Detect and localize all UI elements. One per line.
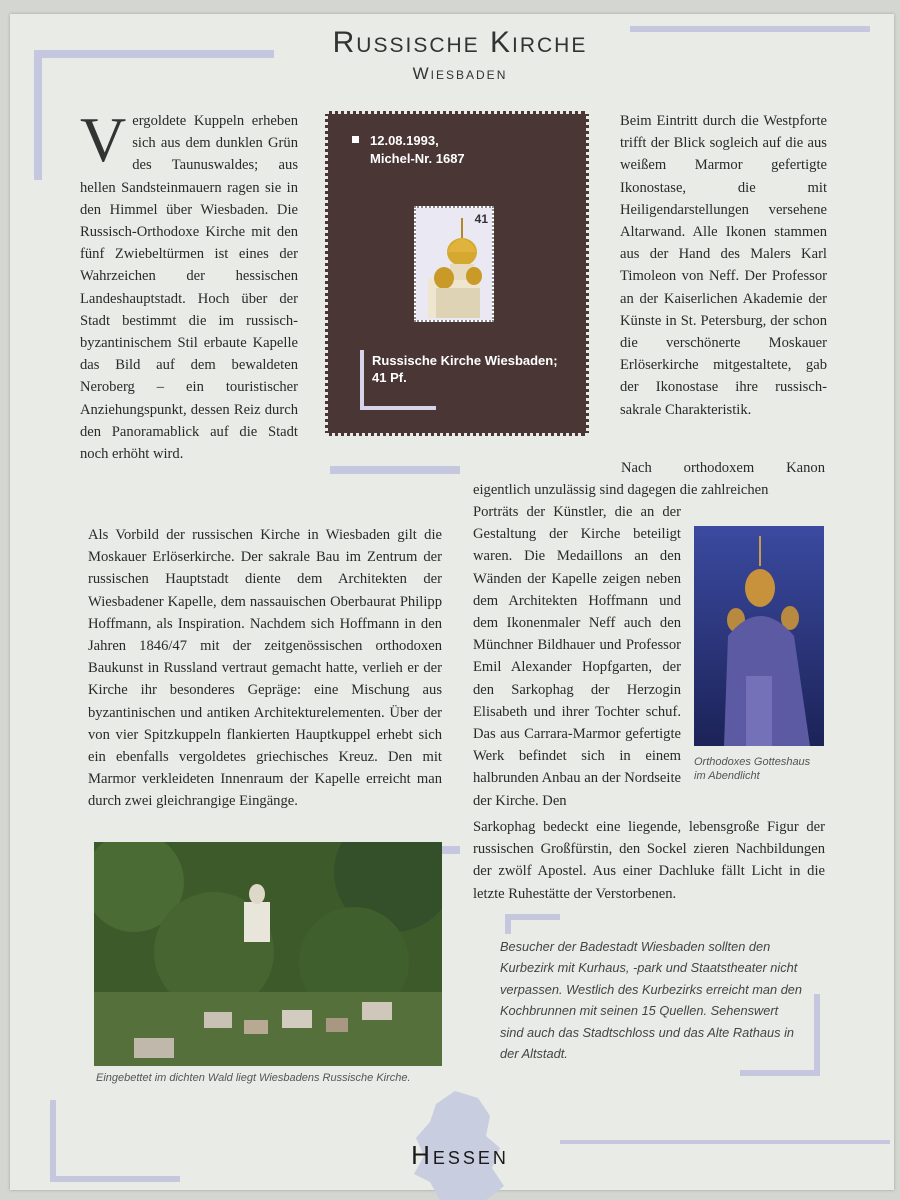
aerial-church-image bbox=[94, 842, 442, 1066]
decor-bar-box-bottom bbox=[740, 1070, 820, 1076]
page-subtitle: Wiesbaden bbox=[412, 64, 508, 83]
stamp-date: 12.08.1993, bbox=[370, 133, 439, 148]
bullet-square bbox=[352, 136, 359, 143]
decor-bar-bottom-left bbox=[50, 1100, 56, 1180]
page-title: Russische Kirche bbox=[332, 26, 588, 59]
decor-bar-box-top bbox=[505, 914, 560, 920]
aerial-forest-photo bbox=[94, 842, 442, 1066]
night-church-image bbox=[694, 526, 824, 746]
decor-bar-footer bbox=[560, 1140, 890, 1144]
decor-bar-bottom bbox=[50, 1176, 180, 1182]
night-photo-caption-line1: Orthodoxes Gotteshaus bbox=[694, 756, 811, 768]
intro-column bbox=[80, 104, 298, 465]
stamp-corner-bracket-h bbox=[360, 406, 436, 410]
stamp-caption-title: Russische Kirche Wiesbaden; bbox=[372, 353, 558, 368]
sarkophag-paragraph: Sarkophag bedeckt eine liegende, lebensgroße Figur der russischen Großfürstin, den Sockel zieren Nachbildungen der zwölf Apostel. Aus einer Dachluke fällt Licht in die letzte Ruhestätte der Verstorbenen. bbox=[473, 819, 825, 902]
stamp-michel-number: Michel-Nr. 1687 bbox=[370, 151, 465, 166]
ikonostase-paragraph: Beim Eintritt durch die Westpforte trifft der Blick sogleich auf die aus weißem Marmor gefertigte Ikonostase, die mit Heiligendarstellungen versehene Altarwand. Alle Ikonen stammen aus der Hand des Malers Karl Timoleon von Neff. Der Professor an der Kaiserlichen Akademie der Künste in St. Petersburg, der schon die verschönerte Moskauer Erlöserkirche mitgestaltete, gab der Ikonostase ihre russisch-sakrale Charakteristik. bbox=[620, 113, 827, 418]
decor-bar-left bbox=[34, 50, 42, 180]
portraits-paragraph: Porträts der Künstler, die an der Gestaltung der Kirche beteiligt waren. Die Medaillons an den Wänden der Kapelle zeigen neben dem Architekten Hoffmann und dem Ikonenmaler Neff auch den Münchner Bildhauer und Professor Emil Alexander Hopfgarten, der den Sarkophag der Herzogin Elisabeth und ihrer Tochter schuf. Das aus Carrara-Marmor gefertigte Werk befindet sich in einem halbrunden Anbau an der Nordseite der Kirche. Den bbox=[473, 504, 681, 809]
night-church-photo bbox=[694, 526, 824, 746]
footer-state-label: Hessen bbox=[411, 1140, 509, 1170]
stamp-caption-value: 41 Pf. bbox=[372, 370, 407, 385]
mini-stamp-value: 41 bbox=[474, 212, 488, 226]
drop-cap: V bbox=[80, 104, 127, 175]
stamp-corner-bracket-v bbox=[360, 350, 364, 410]
history-paragraph: Als Vorbild der russischen Kirche in Wiesbaden gilt die Moskauer Erlöserkirche. Der sakrale Bau im Zentrum der russischen Hauptstadt diente dem Architekten der Wiesbadener Kapelle, dem nassauischen Oberbaurat Philipp Hoffmann, als Inspiration. Nachdem sich Hoffmann in den Jahren 1846/47 mit der zeitgenössischen orthodoxen Baukunst in Russland vertraut gemacht hatte, verlieh er der Kirche ihr besonderes Gepräge: eine Mischung aus byzantinischen und antiken Architekturelementen. Über der von vier Spitzkuppeln flankierten Hauptkuppel erhebt sich ein ebenfalls vergoldetes griechisches Kreuz. Den mit Marmor verkleideten Innenraum der Kapelle erreicht man durch zwei gleichrangige Eingänge. bbox=[88, 527, 442, 810]
aerial-photo-caption: Eingebettet im dichten Wald liegt Wiesbadens Russische Kirche. bbox=[96, 1072, 411, 1084]
intro-paragraph: ergoldete Kuppeln erheben sich aus dem dunklen Grün des Taunuswaldes; aus hellen Sandsteinmauern ragen sie in den Himmel über Wiesbaden. Die Russisch-Orthodoxe Kirche mit den fünf Zwiebeltürmen ist eines der Wahrzeichen der hessischen Landeshauptstadt. Hoch über der Stadt bestimmt die im russisch-byzantinischem Stil erbaute Kapelle das Bild auf dem bewaldeten Neroberg – ein touristischer Anziehungspunkt, dessen Reiz durch den Panoramablick auf die Stadt noch erhöht wird. bbox=[80, 113, 298, 463]
info-box-text: Besucher der Badestadt Wiesbaden sollten den Kurbezirk mit Kurhaus, -park und Staatstheater nicht verpassen. Westlich des Kurbezirks erreicht man den Kochbrunnen mit seinen 15 Quellen. Sehenswert sind auch das Stadtschloss und das Alte Rathaus in der Altstadt. bbox=[500, 939, 803, 1062]
decor-bar-top-left bbox=[34, 50, 274, 58]
decor-bar-box-left bbox=[505, 914, 511, 934]
decor-bar-mid-left bbox=[330, 466, 460, 474]
portraits-line: Nach orthodoxem Kanon eigentlich unzulässig sind dagegen die zahlreichen bbox=[473, 460, 825, 499]
decor-bar-box-right bbox=[814, 994, 820, 1074]
night-photo-caption-line2: im Abendlicht bbox=[694, 770, 760, 782]
mini-stamp bbox=[414, 206, 494, 322]
